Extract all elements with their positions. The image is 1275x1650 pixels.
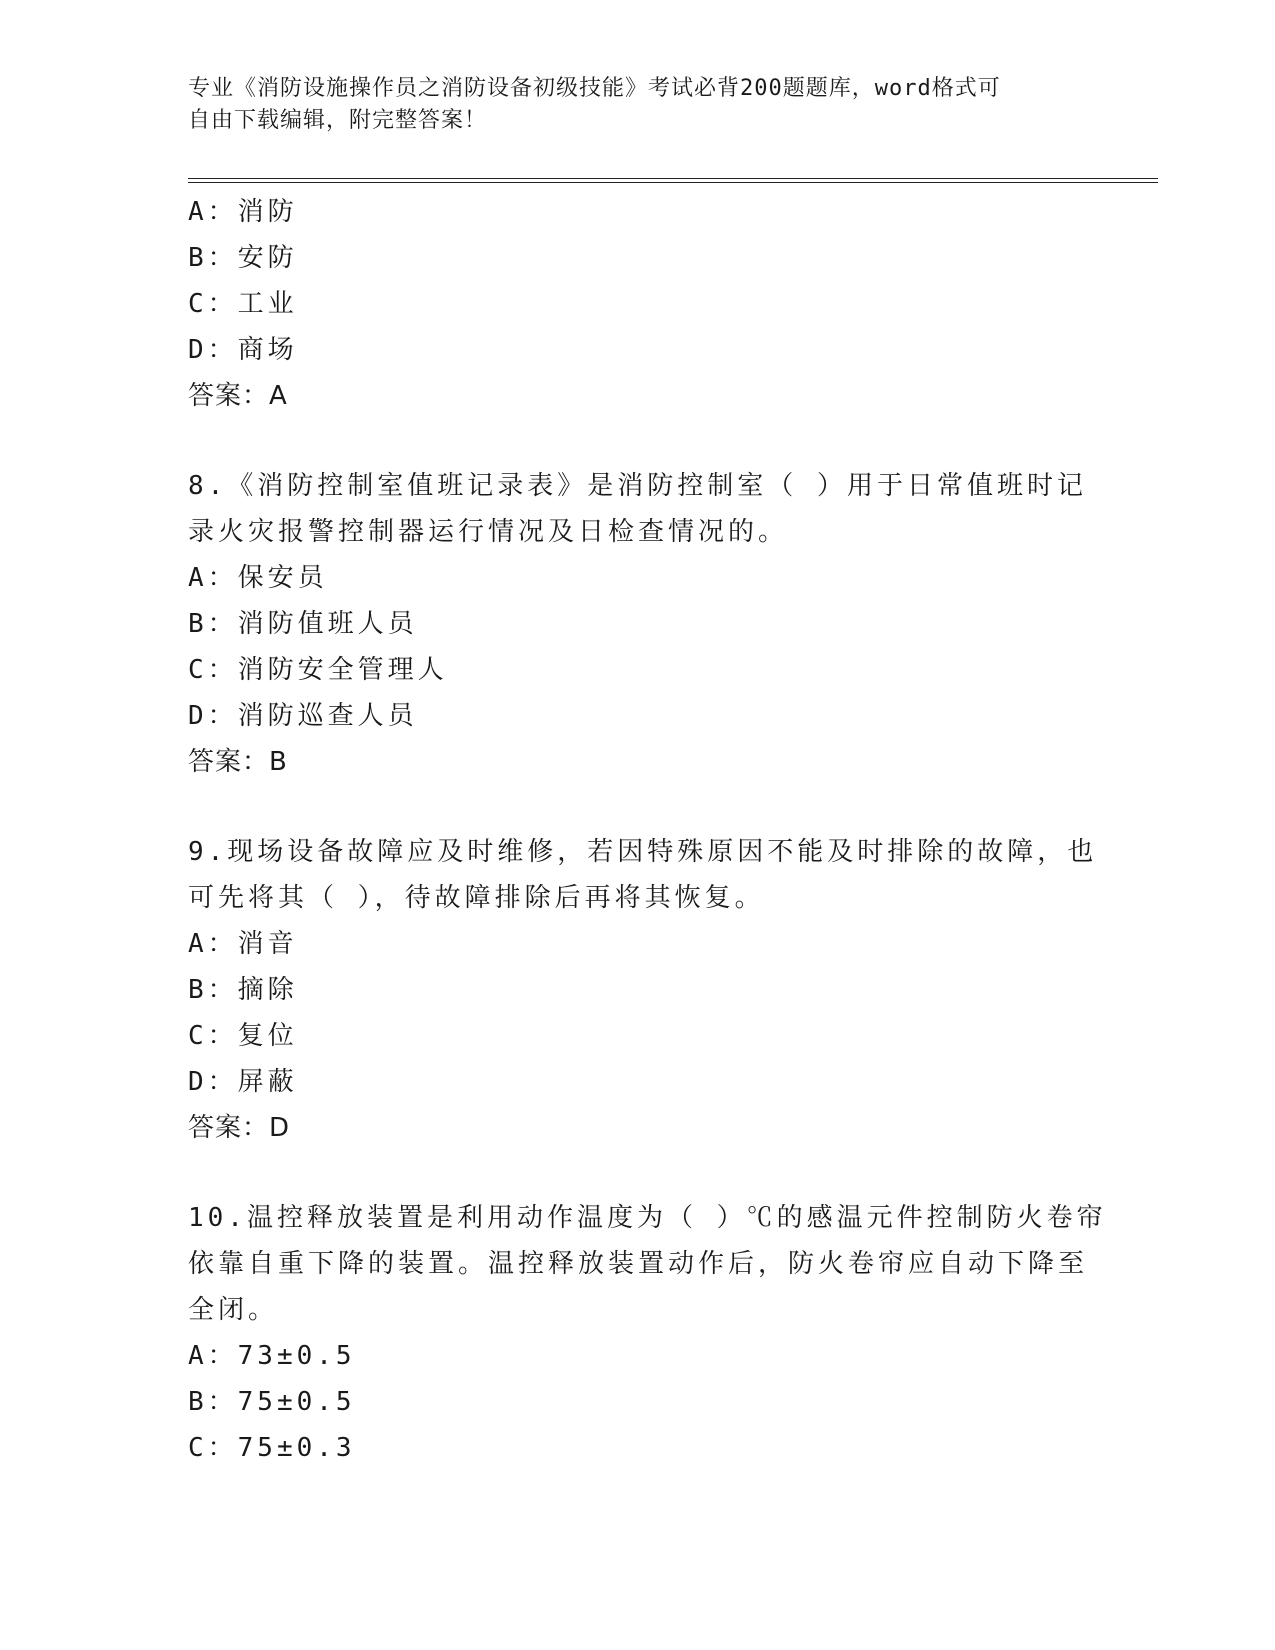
option-a: A：73±0.5 <box>188 1341 356 1371</box>
header-divider <box>188 178 1158 183</box>
option-d: D：屏蔽 <box>188 1067 298 1097</box>
question-stem-line: 录火灾报警控制器运行情况及日检查情况的。 <box>188 517 789 547</box>
option-d: D：商场 <box>188 335 298 365</box>
option-a: A：消防 <box>188 197 298 227</box>
option-c: C：消防安全管理人 <box>188 655 448 685</box>
option-c: C：工业 <box>188 289 298 319</box>
option-a: A：消音 <box>188 929 298 959</box>
question-stem-line: 可先将其（ ），待故障排除后再将其恢复。 <box>188 883 765 913</box>
header-line-1: 专业《消防设施操作员之消防设备初级技能》考试必背200题题库，word格式可 <box>188 76 1001 101</box>
question-10-block <box>188 1195 1107 1471</box>
question-stem-line: 依靠自重下降的装置。温控释放装置动作后，防火卷帘应自动下降至 <box>188 1249 1089 1279</box>
question-stem-line: 全闭。 <box>188 1295 279 1325</box>
question-stem-line: 10.温控释放装置是利用动作温度为（ ）℃的感温元件控制防火卷帘 <box>188 1203 1107 1233</box>
spacer <box>188 785 1078 829</box>
question-stem-line: 9.现场设备故障应及时维修，若因特殊原因不能及时排除的故障，也 <box>188 837 1098 867</box>
spacer <box>188 1151 1078 1195</box>
option-b: B：摘除 <box>188 975 298 1005</box>
answer-text: 答案：D <box>188 1113 291 1143</box>
option-a: A：保安员 <box>188 563 328 593</box>
option-b: B：75±0.5 <box>188 1387 356 1417</box>
question-7-block <box>188 189 1078 419</box>
question-list <box>188 189 1107 1471</box>
option-c: C：75±0.3 <box>188 1433 356 1463</box>
option-d: D：消防巡查人员 <box>188 701 418 731</box>
document-header <box>188 73 1068 137</box>
option-b: B：安防 <box>188 243 298 273</box>
answer-text: 答案：B <box>188 747 288 777</box>
question-8-block <box>188 463 1087 785</box>
spacer <box>188 419 1078 463</box>
header-line-2: 自由下载编辑，附完整答案！ <box>188 108 488 133</box>
answer-text: 答案：A <box>188 381 288 411</box>
question-stem-line: 8.《消防控制室值班记录表》是消防控制室（ ）用于日常值班时记 <box>188 471 1087 501</box>
option-b: B：消防值班人员 <box>188 609 418 639</box>
option-c: C：复位 <box>188 1021 298 1051</box>
question-9-block <box>188 829 1098 1151</box>
